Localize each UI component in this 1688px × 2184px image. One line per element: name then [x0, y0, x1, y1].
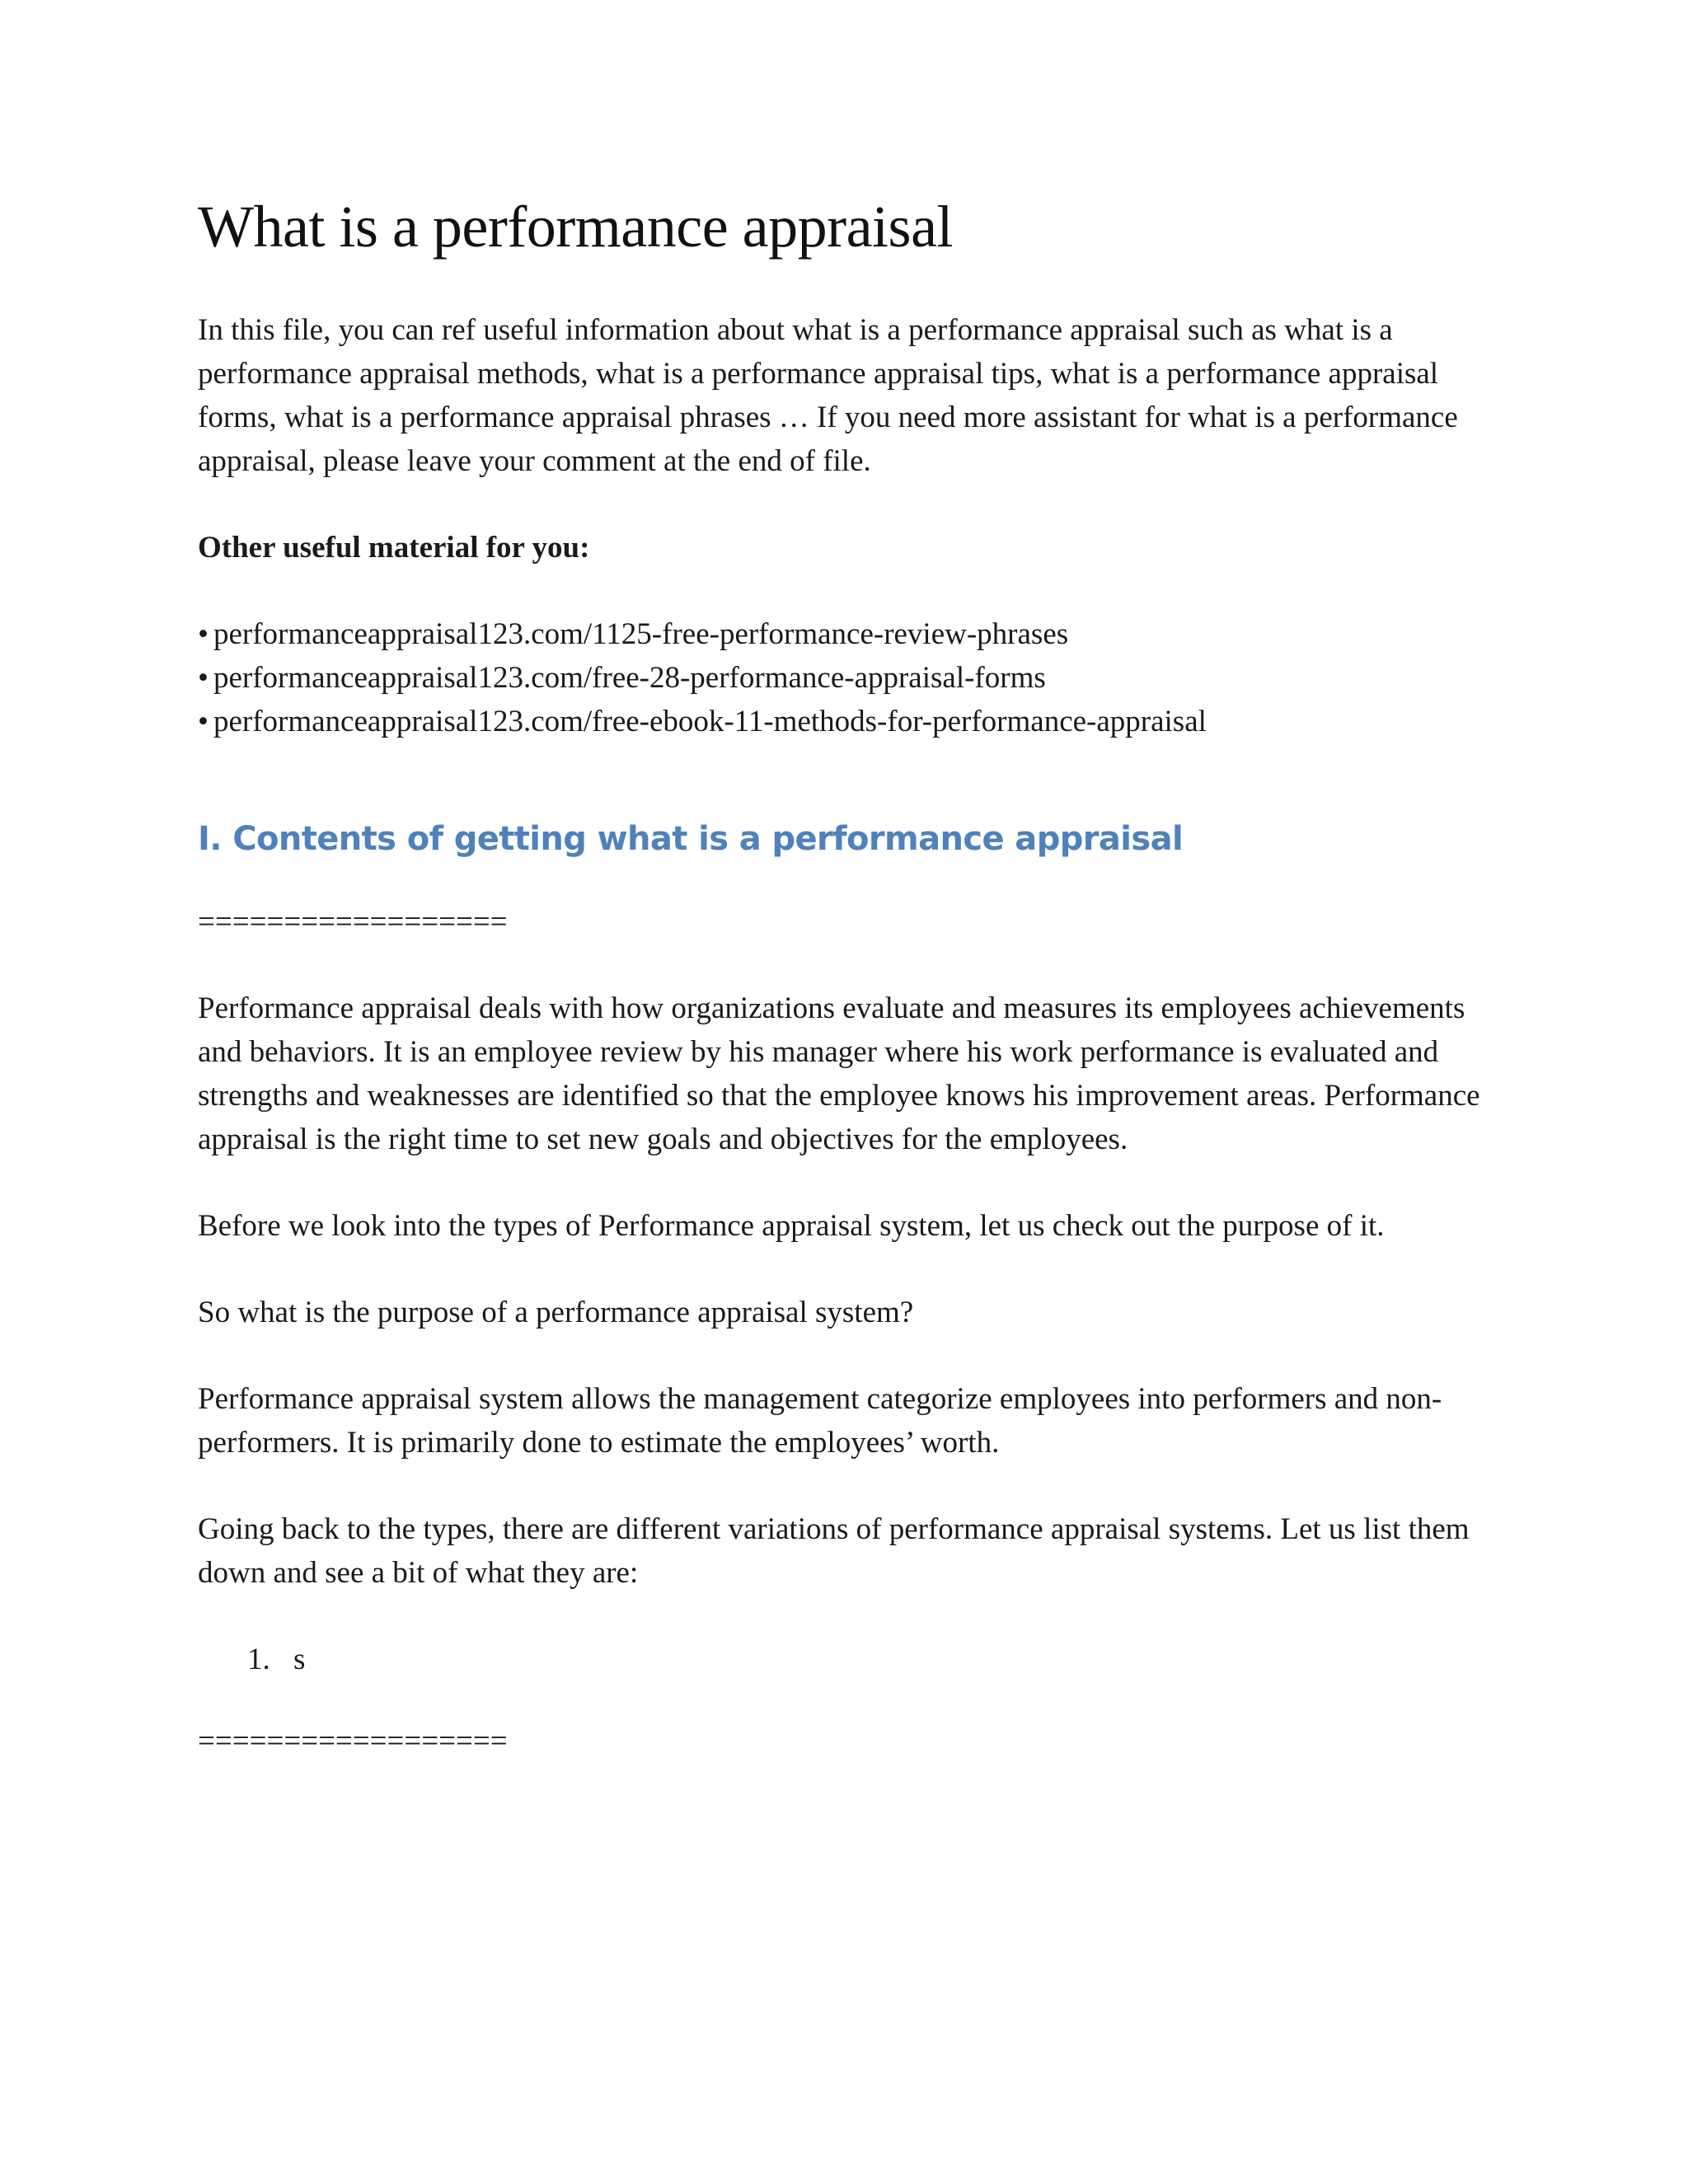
- body-paragraph: Performance appraisal deals with how organizations evaluate and measures its employees achievements and behaviors. It is an employee review by his manager where his work performance is evaluated and strengths and weaknesses are identified so that the employee knows his improvement areas. Performance appraisal is the right time to set new goals and objectives for the employees.: [198, 991, 1480, 1156]
- material-link-text[interactable]: performanceappraisal123.com/free-ebook-11-methods-for-performance-appraisal: [213, 705, 1207, 738]
- types-list-item: [198, 1638, 1500, 1681]
- document-content: [198, 191, 1500, 1763]
- separator-top: ==================: [198, 905, 508, 939]
- bullet-icon: •: [198, 705, 209, 738]
- body-paragraph: Performance appraisal system allows the management categorize employees into performers and non-performers. It is primarily done to estimate the employees’ worth.: [198, 1382, 1442, 1460]
- other-material-heading: Other useful material for you:: [198, 531, 590, 565]
- section-heading: I. Contents of getting what is a performance appraisal: [198, 820, 1184, 858]
- body-paragraph: Going back to the types, there are different variations of performance appraisal systems. Let us list them down and see a bit of what they are:: [198, 1512, 1470, 1590]
- material-link-item[interactable]: [198, 656, 1500, 700]
- body-paragraph: So what is the purpose of a performance appraisal system?: [198, 1296, 914, 1329]
- list-number: 1.: [247, 1643, 270, 1676]
- body-paragraph: Before we look into the types of Performance appraisal system, let us check out the purpose of it.: [198, 1209, 1385, 1243]
- types-list: [198, 1638, 1500, 1681]
- bullet-icon: •: [198, 661, 209, 695]
- material-link-item[interactable]: [198, 612, 1500, 656]
- material-link-item[interactable]: [198, 700, 1500, 743]
- material-link-text[interactable]: performanceappraisal123.com/free-28-performance-appraisal-forms: [213, 661, 1046, 695]
- document-title: What is a performance appraisal: [198, 194, 954, 260]
- intro-paragraph: In this file, you can ref useful information about what is a performance appraisal such as what is a performance appraisal methods, what is a performance appraisal tips, what is a performance appraisal forms, what is a performance appraisal phrases … If you need more assistant for what is a performance appraisal, please leave your comment at the end of file.: [198, 313, 1458, 478]
- material-link-list: [198, 612, 1500, 743]
- material-link-text[interactable]: performanceappraisal123.com/1125-free-performance-review-phrases: [213, 617, 1069, 651]
- list-item-text: s: [293, 1643, 306, 1676]
- separator-bottom: ==================: [198, 1724, 508, 1758]
- bullet-icon: •: [198, 617, 209, 651]
